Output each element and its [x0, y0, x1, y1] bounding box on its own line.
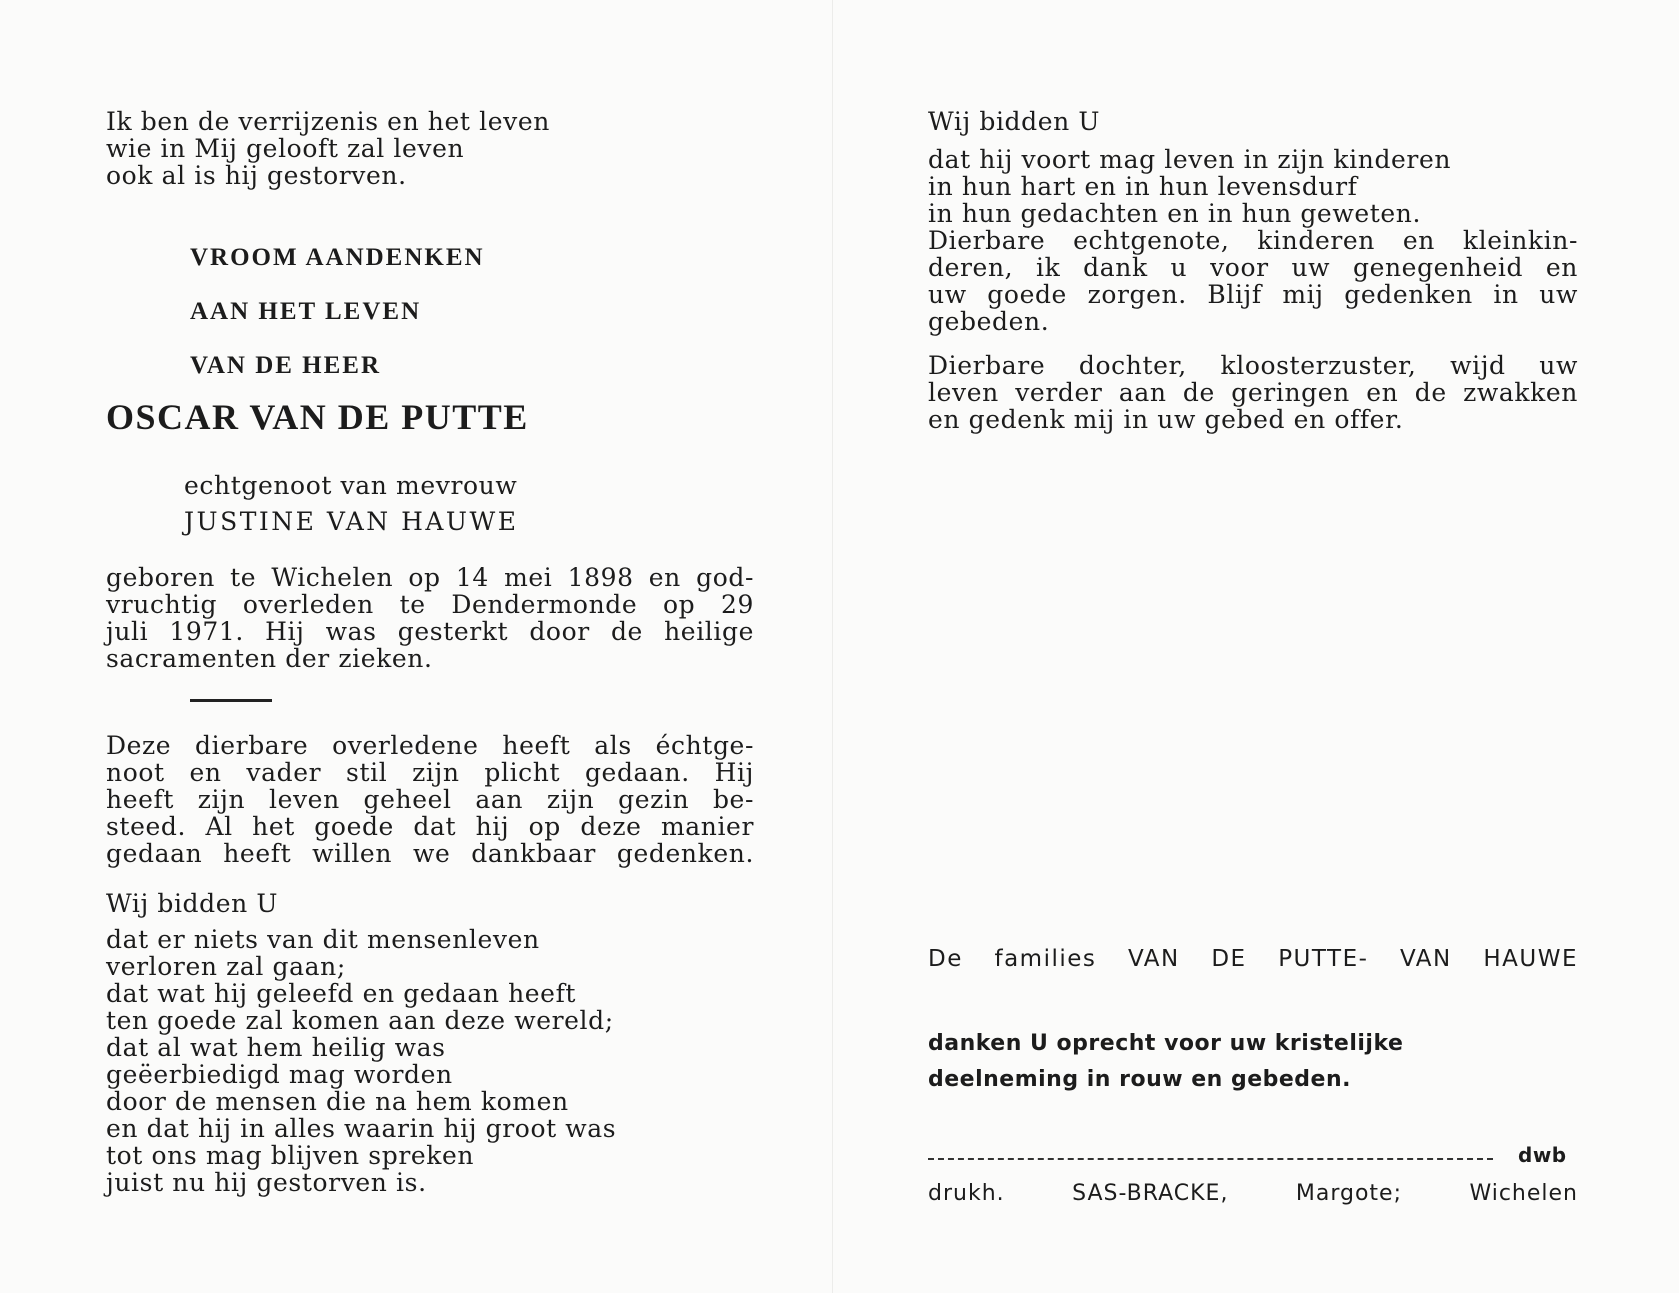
verse-line: wie in Mij gelooft zal leven [106, 134, 465, 163]
heading-line: AAN HET LEVEN [190, 298, 422, 325]
deceased-name: OSCAR VAN DE PUTTE [106, 397, 529, 437]
heading-line: VROOM AANDENKEN [190, 244, 485, 271]
text-line: juli 1971. Hij was gesterkt door de heilige [106, 617, 754, 646]
prayer-line: dat er niets van dit mensenleven [106, 925, 540, 954]
text-line: leven verder aan de geringen en de zwakken [928, 378, 1578, 407]
text-line: Deze dierbare overledene heeft als échtge- [106, 731, 754, 760]
prayer-line: door de mensen die na hem komen [106, 1087, 569, 1116]
prayer-line: in hun hart en in hun levensdurf [928, 172, 1358, 201]
text-line: Dierbare dochter, kloosterzuster, wijd uw [928, 351, 1578, 380]
text-line: Dierbare echtgenote, kinderen en kleinkin- [928, 226, 1578, 255]
thanks-line: deelneming in rouw en gebeden. [928, 1067, 1351, 1092]
text-line: gedaan heeft willen we dankbaar gedenken. [106, 839, 754, 868]
text-line: uw goede zorgen. Blijf mij gedenken in uw [928, 280, 1578, 309]
birth-death-paragraph [106, 564, 754, 672]
prayer-title: Wij bidden U [928, 107, 1101, 136]
text-line: sacramenten der zieken. [106, 644, 433, 673]
prayer-line: geëerbiedigd mag worden [106, 1060, 453, 1089]
right-panel [928, 107, 1578, 1206]
spouse-intro: echtgenoot van mevrouw [184, 471, 518, 500]
daughter-message [928, 352, 1578, 433]
card-fold [832, 0, 833, 1293]
printer-credit: drukh. SAS-BRACKE, Margote; Wichelen [928, 1181, 1578, 1206]
text-line: noot en vader stil zijn plicht gedaan. Hij [106, 758, 754, 787]
verse-line: Ik ben de verrijzenis en het leven [106, 107, 550, 136]
prayer-list [928, 146, 1578, 335]
thanks-block [928, 1026, 1403, 1098]
heading-block [190, 244, 485, 379]
prayer-line: in hun gedachten en in hun geweten. [928, 199, 1422, 228]
prayer-line: dat al wat hem heilig was [106, 1033, 446, 1062]
scripture-verse [106, 108, 754, 189]
heading-line: VAN DE HEER [190, 352, 382, 379]
verse-line: ook al is hij gestorven. [106, 161, 407, 190]
left-panel [106, 107, 754, 1197]
prayer-line: en dat hij in alles waarin hij groot was [106, 1114, 617, 1143]
prayer-title: Wij bidden U [106, 889, 279, 918]
prayer-line: ten goede zal komen aan deze wereld; [106, 1006, 614, 1035]
prayer-list [106, 926, 616, 1196]
thanks-line: danken U oprecht voor uw kristelijke [928, 1031, 1404, 1056]
prayer-line: dat wat hij geleefd en gedaan heeft [106, 979, 577, 1008]
prayer-line: juist nu hij gestorven is. [106, 1168, 427, 1197]
text-line: deren, ik dank u voor uw genegenheid en [928, 253, 1578, 282]
text-line: gebeden. [928, 307, 1050, 336]
spouse-block [184, 472, 518, 535]
prayer-line: tot ons mag blijven spreken [106, 1141, 475, 1170]
printer-mark: dwb [1518, 1143, 1567, 1167]
text-line: geboren te Wichelen op 14 mei 1898 en god- [106, 563, 754, 592]
text-line: en gedenk mij in uw gebed en offer. [928, 405, 1404, 434]
tribute-paragraph [106, 732, 754, 867]
prayer-line: dat hij voort mag leven in zijn kinderen [928, 145, 1452, 174]
divider-rule [190, 699, 272, 702]
text-line: vruchtig overleden te Dendermonde op 29 [106, 590, 754, 619]
families-line: De families VAN DE PUTTE- VAN HAUWE [928, 946, 1578, 972]
spouse-name: JUSTINE VAN HAUWE [184, 507, 519, 536]
text-line: steed. Al het goede dat hij op deze manier [106, 812, 754, 841]
prayer-line: verloren zal gaan; [106, 952, 346, 981]
dashed-rule [928, 1158, 1493, 1160]
text-line: heeft zijn leven geheel aan zijn gezin be- [106, 785, 754, 814]
